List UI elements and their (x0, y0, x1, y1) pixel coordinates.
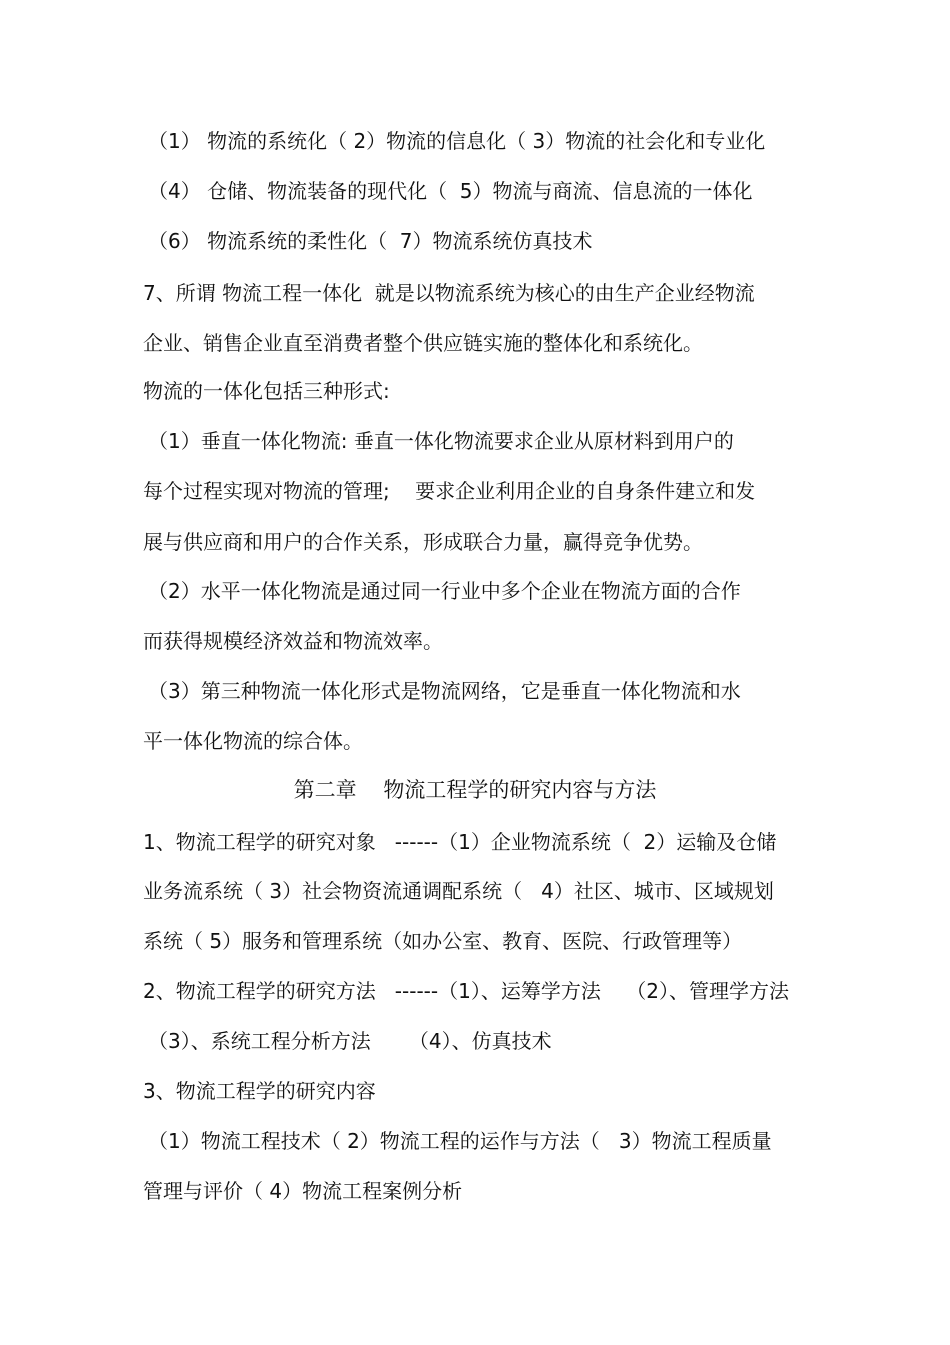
text-line: 3、物流工程学的研究内容 (143, 1079, 376, 1103)
text-line: 每个过程实现对物流的管理; 要求企业利用企业的自身条件建立和发 (143, 479, 756, 503)
chapter-title: 第二章 物流工程学的研究内容与方法 (293, 778, 657, 802)
text-line: 2、物流工程学的研究方法 ------（1）、运筹学方法 （2）、管理学方法 (143, 979, 789, 1003)
text-line: 1、物流工程学的研究对象 ------（1）企业物流系统（ 2）运输及仓储 (143, 830, 777, 854)
text-line: （3）、系统工程分析方法 （4）、仿真技术 (148, 1029, 552, 1053)
text-line: （1）物流工程技术（ 2）物流工程的运作与方法（ 3）物流工程质量 (148, 1129, 772, 1153)
text-line: 系统（ 5）服务和管理系统（如办公室、教育、医院、行政管理等） (143, 929, 743, 953)
text-line: 管理与评价（ 4）物流工程案例分析 (143, 1179, 463, 1203)
text-line: 业务流系统（ 3）社会物资流通调配系统（ 4）社区、城市、区域规划 (143, 879, 774, 903)
text-line: 企业、销售企业直至消费者整个供应链实施的整体化和系统化。 (143, 331, 703, 355)
text-line: （3）第三种物流一体化形式是物流网络，它是垂直一体化物流和水 (148, 679, 741, 703)
text-line: 展与供应商和用户的合作关系，形成联合力量，赢得竞争优势。 (143, 530, 703, 554)
text-line: 而获得规模经济效益和物流效率。 (143, 629, 443, 653)
text-line: （6） 物流系统的柔性化（ 7）物流系统仿真技术 (148, 229, 593, 253)
text-line: （1） 物流的系统化（ 2）物流的信息化（ 3）物流的社会化和专业化 (148, 129, 766, 153)
text-line: 平一体化物流的综合体。 (143, 729, 363, 753)
text-line: 物流的一体化包括三种形式: (143, 379, 390, 403)
text-line: 7、所谓 物流工程一体化 就是以物流系统为核心的由生产企业经物流 (143, 281, 755, 305)
text-line: （1）垂直一体化物流: 垂直一体化物流要求企业从原材料到用户的 (148, 429, 734, 453)
text-line: （4） 仓储、物流装备的现代化（ 5）物流与商流、信息流的一体化 (148, 179, 753, 203)
text-line: （2）水平一体化物流是通过同一行业中多个企业在物流方面的合作 (148, 579, 741, 603)
